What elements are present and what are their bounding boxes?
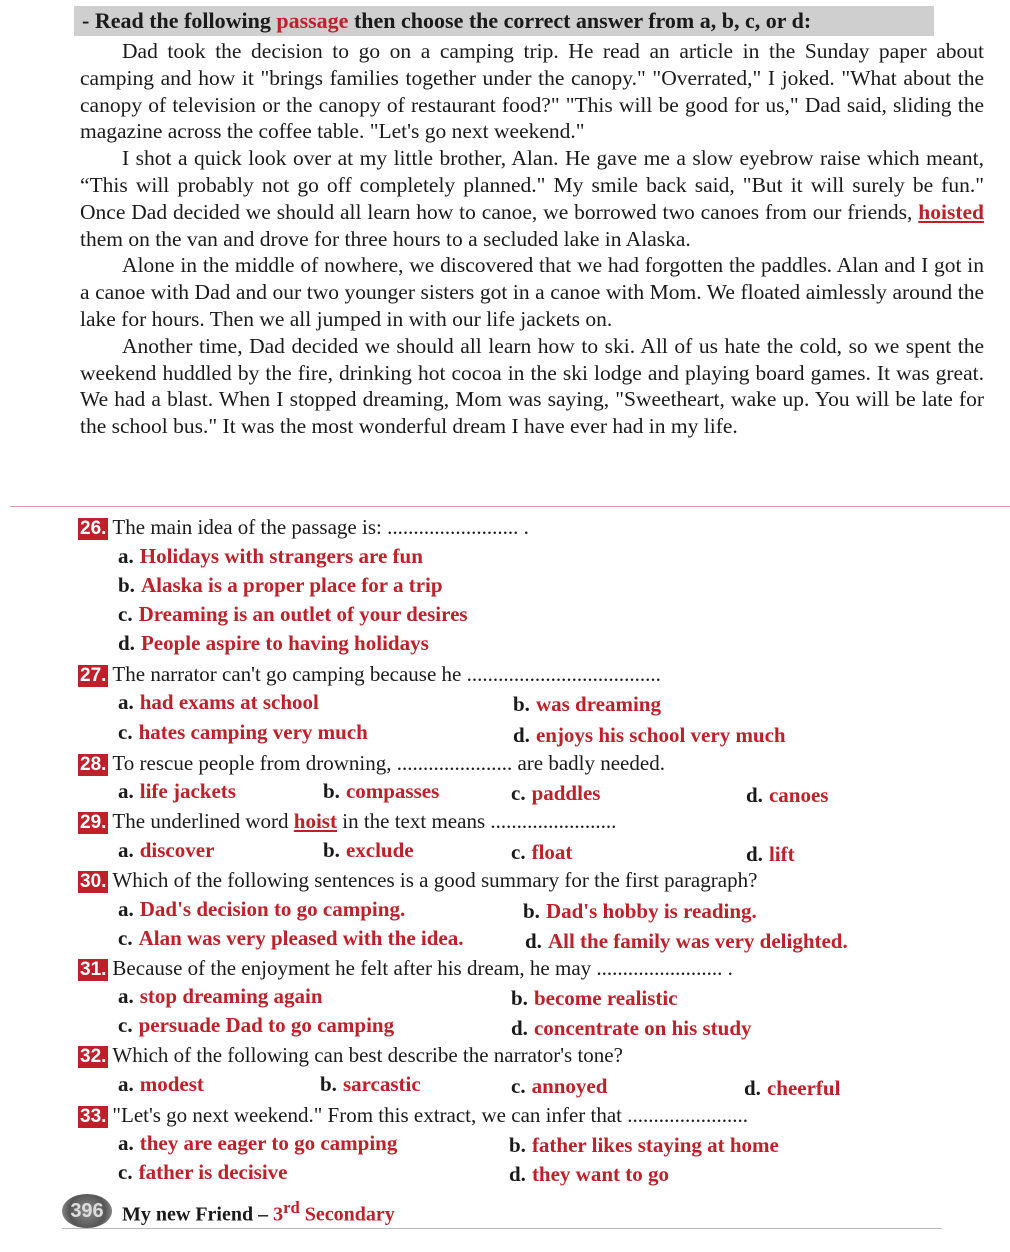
q27-option-a[interactable] [118,690,319,715]
passage-paragraph-4: Another time, Dad decided we should all learn how to ski. All of us hate the cold, so we spent the weekend huddled by the fire, drinking hot cocoa in the ski lodge and playing board games. It was great. We had a blast. When I stopped dreaming, Mom was saying, "Sweetheart, wake up. You will be late for the school bus." It was the most wonderful dream I have ever had in my life. [80,333,984,439]
option-letter: c. [118,926,133,950]
option-letter: d. [744,1076,761,1100]
option-letter: b. [523,899,540,923]
option-letter: d. [746,783,763,807]
q32-option-a[interactable] [118,1072,204,1097]
q30-option-c[interactable] [118,926,464,951]
option-text: paddles [531,781,601,805]
option-text: had exams at school [139,690,319,714]
option-letter: c. [511,840,526,864]
header-prefix: - Read the following [82,8,277,33]
option-letter: c. [118,720,133,744]
option-text: Dad's hobby is reading. [545,899,757,923]
option-text: Holidays with strangers are fun [139,544,423,568]
grade-suffix: rd [283,1198,300,1217]
option-text: compasses [345,779,440,803]
grade-label: Secondary [299,1203,395,1226]
book-name: My new Friend – [122,1203,274,1226]
passage-paragraph-3: Alone in the middle of nowhere, we discovered that we had forgotten the paddles. Alan and I got in a canoe with Dad and our two younger sisters got in a canoe with Mom. We floated aimlessly around the lake for hours. Then we all jumped in with our life jackets on. [80,253,984,331]
q26-option-b[interactable] [118,573,443,598]
question-stem: To rescue people from drowning, ...................... are badly needed. [112,751,665,775]
grade-number: 3 [273,1203,284,1226]
q27-option-c[interactable] [118,720,368,745]
question-stem-start: The underlined word [112,809,294,833]
option-letter: d. [511,1016,528,1040]
underlined-word-hoist: hoist [293,809,337,833]
page-number-badge: 396 [62,1194,112,1228]
option-letter: d. [509,1162,526,1186]
q26-option-d[interactable] [118,631,429,656]
q29-option-a[interactable] [118,838,214,863]
q28-option-b[interactable] [323,779,439,804]
option-letter: c. [118,1013,133,1037]
option-letter: d. [513,723,530,747]
question-stem: The narrator can't go camping because he ..................................... [112,662,661,686]
header-keyword: passage [276,8,349,33]
option-text: enjoys his school very much [535,723,786,747]
q29-option-c[interactable] [511,840,572,865]
q30-option-b[interactable] [523,899,757,924]
option-text: father is decisive [138,1160,288,1184]
option-letter: d. [118,631,135,655]
option-letter: d. [746,842,763,866]
option-letter: b. [323,779,340,803]
q30-option-a[interactable] [118,897,405,922]
question-30 [78,868,757,893]
question-stem: "Let's go next weekend." From this extract, we can infer that ....................... [112,1103,749,1127]
q30-option-d[interactable] [525,929,848,954]
option-letter: a. [118,779,134,803]
option-letter: d. [525,929,542,953]
q29-option-b[interactable] [323,838,414,863]
option-text: Alan was very pleased with the idea. [138,926,464,950]
question-number: 30. [80,871,107,892]
option-text: concentrate on his study [533,1016,752,1040]
q32-option-c[interactable] [511,1074,607,1099]
question-stem-end: in the text means ........................ [336,809,617,833]
option-text: become realistic [533,986,678,1010]
q28-option-d[interactable] [746,783,828,808]
option-text: hates camping very much [138,720,368,744]
option-letter: a. [118,1072,134,1096]
option-text: People aspire to having holidays [140,631,429,655]
option-text: Dreaming is an outlet of your desires [138,602,468,626]
option-letter: a. [118,690,134,714]
option-letter: c. [118,1160,133,1184]
option-text: modest [139,1072,204,1096]
question-number: 31. [80,959,107,980]
question-27 [78,662,661,687]
book-title [122,1198,395,1227]
option-text: canoes [768,783,829,807]
option-text: cheerful [766,1076,841,1100]
question-number: 32. [80,1046,107,1067]
footer-rule [62,1228,942,1229]
q26-option-c[interactable] [118,602,468,627]
option-text: float [531,840,573,864]
passage-paragraph-2 [80,145,984,252]
option-text: lift [768,842,795,866]
q32-option-d[interactable] [744,1076,840,1101]
option-letter: b. [509,1133,526,1157]
passage-paragraph-2-start: I shot a quick look over at my little brother, Alan. He gave me a slow eyebrow raise which meant, “This will probably not go off completely planned." My smile back said, "But it will surely be fun." Once Dad decided we should all learn how to canoe, we borrowed two canoes from our friends, [80,146,984,224]
option-letter: b. [320,1072,337,1096]
passage-paragraph-2-end: them on the van and drove for three hours to a secluded lake in Alaska. [80,226,691,251]
option-letter: b. [118,573,135,597]
q27-option-b[interactable] [513,692,661,717]
option-text: persuade Dad to go camping [138,1013,395,1037]
option-text: they are eager to go camping [139,1131,398,1155]
option-text: All the family was very delighted. [547,929,848,953]
option-letter: b. [323,838,340,862]
option-letter: b. [513,692,530,716]
question-26 [78,515,529,540]
question-number: 33. [80,1106,107,1127]
option-letter: a. [118,897,134,921]
question-stem: Which of the following can best describe the narrator's tone? [112,1043,623,1067]
question-number: 27. [80,665,107,686]
question-number: 29. [80,812,107,833]
instructions-header [74,6,934,36]
passage-paragraph-1: Dad took the decision to go on a camping trip. He read an article in the Sunday paper about camping and how it "brings families together under the canopy." "Overrated," I joked. "What about the canopy of television or the canopy of restaurant food?" "This will be good for us," Dad said, sliding the magazine across the coffee table. "Let's go next weekend." [80,39,984,144]
question-stem: Because of the enjoyment he felt after his dream, he may ........................ . [112,956,733,980]
q33-option-d[interactable] [509,1162,669,1187]
option-text: annoyed [531,1074,608,1098]
q28-option-a[interactable] [118,779,236,804]
q31-option-c[interactable] [118,1013,394,1038]
q33-option-c[interactable] [118,1160,288,1185]
option-text: exclude [345,838,414,862]
q33-option-b[interactable] [509,1133,779,1158]
header-suffix: then choose the correct answer from a, b, c, or d: [348,8,812,33]
option-text: was dreaming [535,692,661,716]
q27-option-d[interactable] [513,723,786,748]
option-text: father likes staying at home [531,1133,779,1157]
option-text: Dad's decision to go camping. [139,897,406,921]
option-letter: c. [511,1074,526,1098]
option-text: sarcastic [342,1072,421,1096]
reading-passage [80,38,984,440]
q33-option-a[interactable] [118,1131,397,1156]
section-divider [10,506,1010,507]
option-letter: b. [511,986,528,1010]
question-28 [78,751,665,776]
q31-option-d[interactable] [511,1016,752,1041]
option-letter: a. [118,838,134,862]
question-stem: Which of the following sentences is a good summary for the first paragraph? [112,868,758,892]
option-text: they want to go [531,1162,670,1186]
option-text: discover [139,838,215,862]
option-letter: a. [118,544,134,568]
q32-option-b[interactable] [320,1072,421,1097]
q26-option-a[interactable] [118,544,423,569]
question-31 [78,956,733,981]
option-text: life jackets [139,779,236,803]
question-number: 28. [80,754,107,775]
option-letter: c. [511,781,526,805]
option-letter: a. [118,1131,134,1155]
q31-option-a[interactable] [118,984,323,1009]
option-letter: c. [118,602,133,626]
q28-option-c[interactable] [511,781,600,806]
option-letter: a. [118,984,134,1008]
q29-option-d[interactable] [746,842,795,867]
underlined-word-hoisted: hoisted [918,199,984,224]
question-33 [78,1103,748,1128]
question-32 [78,1043,623,1068]
question-number: 26. [80,518,107,539]
question-29 [78,809,616,834]
q31-option-b[interactable] [511,986,678,1011]
option-text: stop dreaming again [139,984,323,1008]
option-text: Alaska is a proper place for a trip [140,573,443,597]
question-stem: The main idea of the passage is: ......................... . [112,515,529,539]
